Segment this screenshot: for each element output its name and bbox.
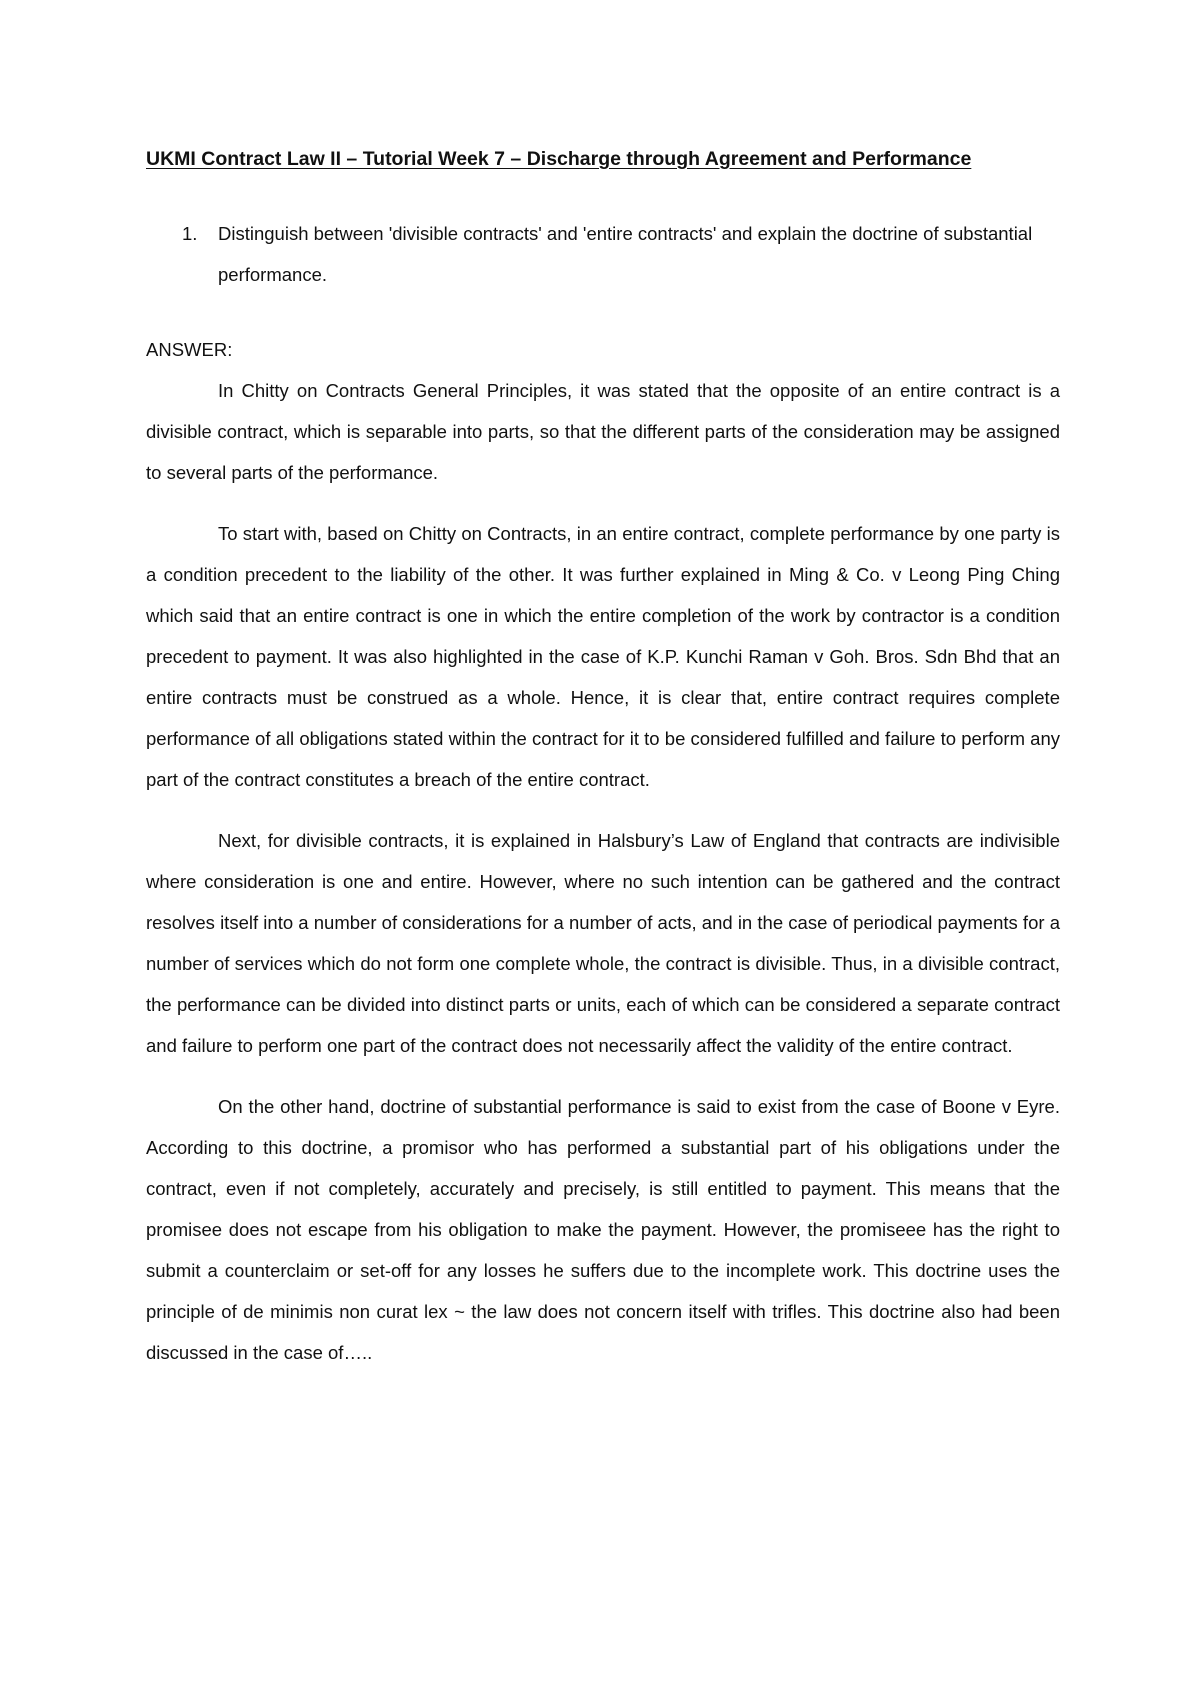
- answer-paragraph-1: In Chitty on Contracts General Principles, it was stated that the opposite of an entire contract is a divisible contract, which is separable into parts, so that the different parts of the consideration may be assigned to several parts of the performance.: [146, 380, 1060, 483]
- question-item: [146, 213, 1060, 295]
- document-body: [146, 142, 1060, 1373]
- answer-paragraph-3: Next, for divisible contracts, it is explained in Halsbury’s Law of England that contracts are indivisible where consideration is one and entire. However, where no such intention can be gathered and the contract resolves itself into a number of considerations for a number of acts, and in the case of periodical payments for a number of services which do not form one complete whole, the contract is divisible. Thus, in a divisible contract, the performance can be divided into distinct parts or units, each of which can be considered a separate contract and failure to perform one part of the contract does not necessarily affect the validity of the entire contract.: [146, 830, 1060, 1056]
- question-number: 1.: [182, 223, 198, 244]
- answer-paragraph-4: On the other hand, doctrine of substantial performance is said to exist from the case of Boone v Eyre. According to this doctrine, a promisor who has performed a substantial part of his obligations under the contract, even if not completely, accurately and precisely, is still entitled to payment. This means that the promisee does not escape from his obligation to make the payment. However, the promiseee has the right to submit a counterclaim or set-off for any losses he suffers due to the incomplete work. This doctrine uses the principle of de minimis non curat lex ~ the law does not concern itself with trifles. This doctrine also had been discussed in the case of…..: [146, 1096, 1060, 1363]
- document-title: UKMI Contract Law II – Tutorial Week 7 – Discharge through Agreement and Performance: [146, 148, 972, 170]
- answer-paragraph-2: To start with, based on Chitty on Contracts, in an entire contract, complete performance by one party is a condition precedent to the liability of the other. It was further explained in Ming & Co. v Leong Ping Ching which said that an entire contract is one in which the entire completion of the work by contractor is a condition precedent to payment. It was also highlighted in the case of K.P. Kunchi Raman v Goh. Bros. Sdn Bhd that an entire contracts must be construed as a whole. Hence, it is clear that, entire contract requires complete performance of all obligations stated within the contract for it to be considered fulfilled and failure to perform any part of the contract constitutes a breach of the entire contract.: [146, 523, 1060, 790]
- answer-label: ANSWER:: [146, 339, 233, 360]
- question-text: Distinguish between 'divisible contracts' and 'entire contracts' and explain the doctrine of substantial performance.: [218, 223, 1033, 285]
